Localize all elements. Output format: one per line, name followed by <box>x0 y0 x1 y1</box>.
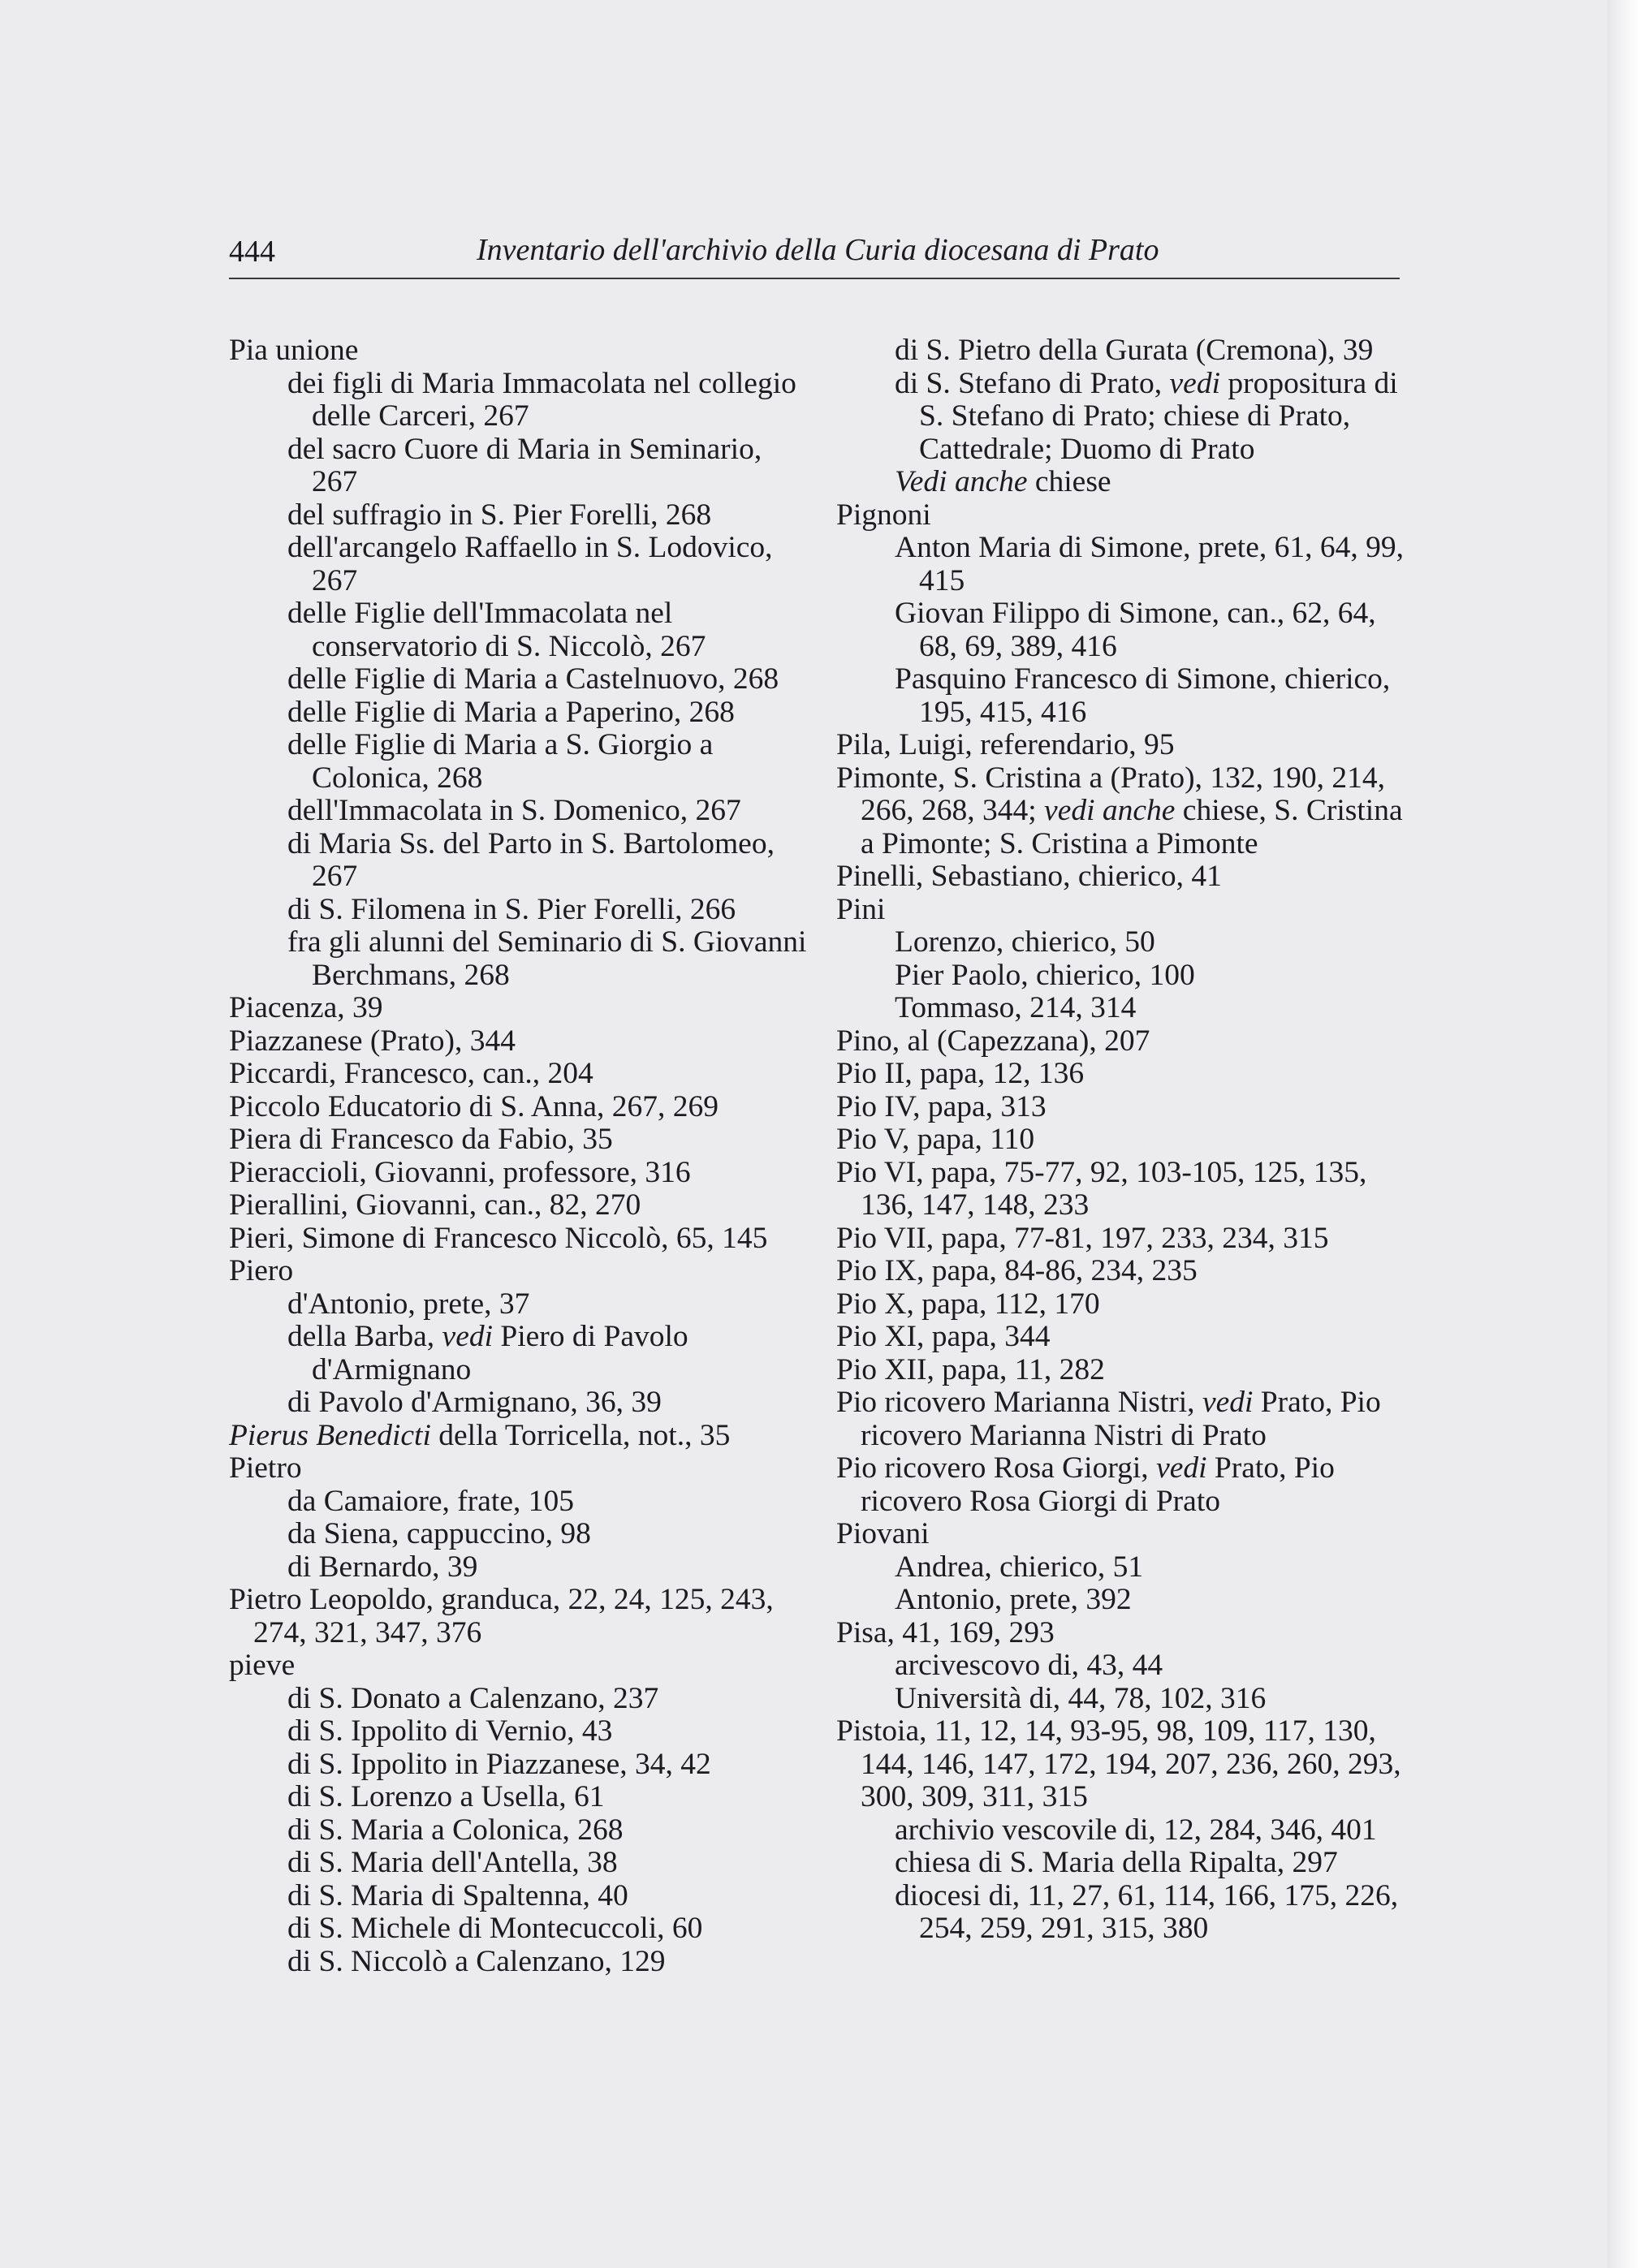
index-entry: Pinelli, Sebastiano, chierico, 41 <box>836 860 1222 893</box>
index-entry: di S. Niccolò a Calenzano, 129 <box>287 1944 666 1978</box>
index-entry: di S. Filomena in S. Pier Forelli, 266 <box>287 892 736 926</box>
entry-italic: vedi <box>1202 1386 1254 1419</box>
index-entry: da Siena, cappuccino, 98 <box>287 1517 591 1550</box>
index-entry: Anton Maria di Simone, prete, 61, 64, 99, 415 <box>895 531 1404 597</box>
index-entry: Pio IX, papa, 84-86, 234, 235 <box>836 1254 1198 1287</box>
index-entry: di S. Maria di Spaltenna, 40 <box>287 1878 628 1912</box>
index-entry: Pio II, papa, 12, 136 <box>836 1057 1085 1090</box>
index-entry: Piovani <box>836 1517 930 1550</box>
index-entry <box>836 1386 1421 1452</box>
index-entry: Giovan Filippo di Simone, can., 62, 64, 68, 69, 389, 416 <box>895 597 1376 663</box>
entry-text: chiese, S. Cristina a Pimonte; S. Cristina a Pimonte <box>861 794 1403 860</box>
index-entry: di S. Maria a Colonica, 268 <box>287 1813 624 1847</box>
index-entry: dell'arcangelo Raffaello in S. Lodovico, 267 <box>287 531 773 597</box>
index-entry: diocesi di, 11, 27, 61, 114, 166, 175, 226, 254, 259, 291, 315, 380 <box>895 1878 1399 1945</box>
index-entry: Pasquino Francesco di Simone, chierico, 195, 415, 416 <box>895 662 1391 729</box>
entry-italic: vedi <box>1169 366 1220 400</box>
index-entry: Pieraccioli, Giovanni, professore, 316 <box>229 1155 691 1189</box>
entry-text: Pimonte, S. Cristina a (Prato), 132, 190, 214, 266, 268, 344; <box>836 761 1386 827</box>
index-entry: del suffragio in S. Pier Forelli, 268 <box>287 498 712 532</box>
index-entry: Piacenza, 39 <box>229 991 383 1024</box>
entry-text: propositura di S. Stefano di Prato; chiese di Prato, Cattedrale; Duomo di Prato <box>919 366 1398 466</box>
index-entry: Pio XII, papa, 11, 282 <box>836 1352 1105 1386</box>
index-entry: Pio VII, papa, 77-81, 197, 233, 234, 315 <box>836 1221 1329 1255</box>
index-entry: Pier Paolo, chierico, 100 <box>895 958 1195 992</box>
index-entry: d'Antonio, prete, 37 <box>287 1287 530 1321</box>
index-entry: Piccardi, Francesco, can., 204 <box>229 1057 593 1090</box>
index-entry: delle Figlie di Maria a S. Giorgio a Colonica, 268 <box>287 728 714 795</box>
entry-text: Prato, Pio ricovero Marianna Nistri di Prato <box>861 1386 1381 1452</box>
index-entry: Piazzanese (Prato), 344 <box>229 1024 516 1058</box>
index-entry: di S. Lorenzo a Usella, 61 <box>287 1780 605 1813</box>
running-title: Inventario dell'archivio della Curia diocesana di Prato <box>477 233 1159 267</box>
index-entry: di S. Donato a Calenzano, 237 <box>287 1681 659 1715</box>
index-entry: archivio vescovile di, 12, 284, 346, 401 <box>895 1813 1377 1847</box>
index-entry: chiesa di S. Maria della Ripalta, 297 <box>895 1846 1338 1879</box>
index-entry: di Pavolo d'Armignano, 36, 39 <box>287 1386 662 1419</box>
index-entry: di S. Pietro della Gurata (Cremona), 39 <box>895 334 1374 367</box>
index-entry: da Camaiore, frate, 105 <box>287 1484 574 1518</box>
index-entry: Pistoia, 11, 12, 14, 93-95, 98, 109, 117, 130, 144, 146, 147, 172, 194, 207, 236, 260, 293, 300, 309, 311, 315 <box>836 1714 1401 1813</box>
index-entry: Pino, al (Capezzana), 207 <box>836 1024 1150 1058</box>
index-entry: di S. Michele di Montecuccoli, 60 <box>287 1912 703 1945</box>
index-entry: Piccolo Educatorio di S. Anna, 267, 269 <box>229 1089 719 1123</box>
entry-italic: vedi <box>442 1320 494 1353</box>
index-entry: arcivescovo di, 43, 44 <box>895 1649 1163 1682</box>
index-entry: Pierallini, Giovanni, can., 82, 270 <box>229 1188 641 1222</box>
index-column-left <box>229 334 814 1978</box>
index-entry: Pio XI, papa, 344 <box>836 1320 1051 1353</box>
index-entry: Pio X, papa, 112, 170 <box>836 1287 1100 1321</box>
page-edge <box>1608 0 1640 2268</box>
index-entry: delle Figlie di Maria a Castelnuovo, 268 <box>287 662 779 696</box>
entry-text: Pio ricovero Rosa Giorgi, <box>836 1451 1157 1485</box>
index-entry: pieve <box>229 1649 296 1682</box>
index-entry: Tommaso, 214, 314 <box>895 991 1137 1024</box>
index-entry: Pio IV, papa, 313 <box>836 1089 1047 1123</box>
index-entry <box>836 466 1421 499</box>
index-entry: Pio VI, papa, 75-77, 92, 103-105, 125, 135, 136, 147, 148, 233 <box>836 1155 1367 1222</box>
entry-italic: vedi anche <box>1044 794 1176 827</box>
index-entry: Pietro <box>229 1451 302 1485</box>
index-entry: fra gli alunni del Seminario di S. Giovanni Berchmans, 268 <box>287 925 807 992</box>
index-entry: dei figli di Maria Immacolata nel collegio delle Carceri, 267 <box>287 366 796 433</box>
index-entry: di Maria Ss. del Parto in S. Bartolomeo, 267 <box>287 826 775 893</box>
index-entry <box>836 368 1421 467</box>
index-entry <box>836 762 1421 861</box>
index-entry: Pia unione <box>229 334 359 367</box>
index-entry: Andrea, chierico, 51 <box>895 1550 1144 1584</box>
index-entry: di S. Maria dell'Antella, 38 <box>287 1846 618 1879</box>
page-number: 444 <box>229 235 275 269</box>
index-entry: di Bernardo, 39 <box>287 1550 478 1584</box>
index-entry: Pisa, 41, 169, 293 <box>836 1615 1055 1649</box>
index-entry: Lorenzo, chierico, 50 <box>895 925 1155 959</box>
index-column-right <box>836 334 1421 1946</box>
index-entry: Pignoni <box>836 498 931 532</box>
index-entry: Pio V, papa, 110 <box>836 1123 1035 1156</box>
index-entry: del sacro Cuore di Maria in Seminario, 267 <box>287 432 762 498</box>
index-entry <box>836 1452 1421 1518</box>
index-entry <box>229 1420 814 1453</box>
index-entry: Pini <box>836 892 886 926</box>
entry-text: Pio ricovero Marianna Nistri, <box>836 1386 1202 1419</box>
page-header <box>229 229 1400 279</box>
entry-italic: Vedi anche <box>895 465 1028 498</box>
index-entry: Pila, Luigi, referendario, 95 <box>836 728 1175 761</box>
index-entry: Piero <box>229 1254 294 1287</box>
index-entry: delle Figlie dell'Immacolata nel conservatorio di S. Niccolò, 267 <box>287 597 706 663</box>
index-entry: di S. Ippolito di Vernio, 43 <box>287 1714 613 1748</box>
entry-text: chiese <box>1027 465 1111 498</box>
index-entry: Pieri, Simone di Francesco Niccolò, 65, 145 <box>229 1221 768 1255</box>
entry-italic: Pierus Benedicti <box>229 1418 431 1452</box>
entry-italic: vedi <box>1156 1451 1207 1485</box>
index-entry <box>229 1321 814 1386</box>
index-entry: Università di, 44, 78, 102, 316 <box>895 1681 1267 1715</box>
entry-text: della Barba, <box>287 1320 442 1353</box>
index-entry: delle Figlie di Maria a Paperino, 268 <box>287 695 735 729</box>
index-entry: dell'Immacolata in S. Domenico, 267 <box>287 794 741 827</box>
index-entry: Piera di Francesco da Fabio, 35 <box>229 1123 613 1156</box>
index-entry: Antonio, prete, 392 <box>895 1583 1132 1616</box>
entry-text: della Torricella, not., 35 <box>430 1418 731 1452</box>
index-entry: di S. Ippolito in Piazzanese, 34, 42 <box>287 1747 711 1781</box>
entry-text: di S. Stefano di Prato, <box>895 366 1170 400</box>
entry-text: Prato, Pio ricovero Rosa Giorgi di Prato <box>861 1451 1335 1518</box>
entry-text: Piero di Pavolo d'Armignano <box>312 1320 688 1386</box>
index-entry: Pietro Leopoldo, granduca, 22, 24, 125, 243, 274, 321, 347, 376 <box>229 1583 774 1649</box>
